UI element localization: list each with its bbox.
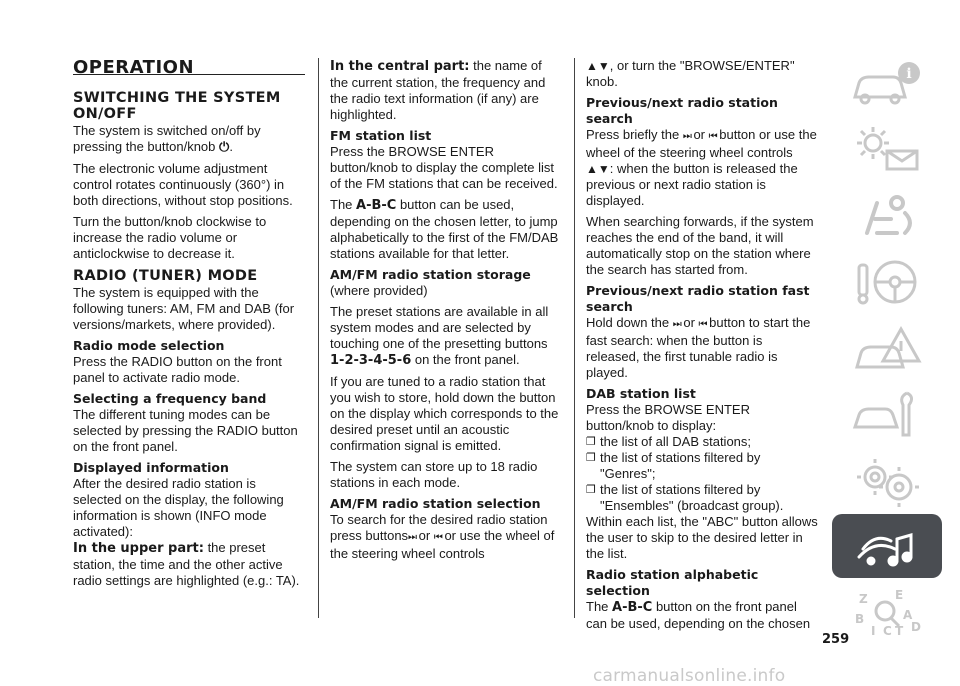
tab-index[interactable] [832, 580, 942, 644]
tab-safety[interactable] [832, 184, 942, 248]
heading: Radio mode selection [73, 338, 225, 353]
column-1 [73, 58, 305, 594]
subsection-title: RADIO (TUNER) MODE [73, 268, 258, 284]
power-icon: ⏻ [219, 140, 230, 155]
heading: DAB station list [586, 386, 696, 401]
subsection-title: SWITCHING THE SYSTEM ON/OFF [73, 90, 281, 122]
arrow-down-icon: ▼ [597, 162, 610, 176]
paragraph: Press the RADIO button on the front panel to activate radio mode. [73, 354, 282, 385]
warning-triangle-car-icon [847, 321, 927, 375]
tab-warning-lights[interactable] [832, 118, 942, 182]
paragraph: Press briefly the ⏭ or ⏮ button or use the wheel of the steering wheel controls ▲▼: when the button is released the previous or next radio station is displayed. [586, 127, 817, 208]
paragraph: (where provided) [330, 283, 428, 298]
heading: Selecting a frequency band [73, 391, 267, 406]
watermark: carmanualsonline.info [593, 666, 786, 686]
svg-text:T: T [895, 624, 904, 638]
tab-starting-driving[interactable] [832, 250, 942, 314]
airbag-seat-icon [847, 189, 927, 243]
svg-text:E: E [895, 588, 904, 602]
heading: Previous/next radio station fast search [586, 283, 810, 314]
paragraph: Press the BROWSE ENTER button/knob to display: [586, 402, 750, 433]
svg-text:i: i [906, 66, 912, 82]
car-info-icon [847, 57, 927, 111]
paragraph: Turn the button/knob clockwise to increase the radio volume or anticlockwise to decrease it. [73, 214, 267, 261]
heading: AM/FM radio station storage [330, 267, 531, 282]
column-2 [330, 58, 562, 567]
multimedia-icon [847, 519, 927, 573]
alphabetical-index-icon [847, 585, 927, 639]
paragraph: The system is switched on/off by pressing the button/knob ⏻. [73, 123, 261, 155]
paragraph: ▲▼, or turn the "BROWSE/ENTER" knob. [586, 58, 795, 89]
paragraph: In the upper part: the preset station, the time and the other active radio settings are highlighted (e.g.: TA). [73, 540, 300, 588]
svg-text:A: A [903, 608, 913, 622]
heading: Previous/next radio station search [586, 95, 778, 126]
previous-track-icon: ⏮ [698, 319, 706, 330]
svg-text:Z: Z [859, 592, 868, 606]
paragraph: Within each list, the "ABC" button allows the user to skip to the desired letter in the list. [586, 514, 818, 561]
paragraph: The system is equipped with the following tuners: AM, FM and DAB (for versions/markets, where provided). [73, 285, 295, 332]
column-3 [586, 58, 818, 637]
heading: Displayed information [73, 460, 229, 475]
paragraph: The electronic volume adjustment control rotates continuously (360°) in both directions, without stop positions. [73, 161, 293, 208]
column-divider [318, 58, 319, 618]
paragraph: The A-B-C button can be used, depending on the chosen letter, to jump alphabetically to the first of the FM/DAB stations available for that letter. [330, 197, 559, 261]
key-steering-wheel-icon [847, 255, 927, 309]
svg-text:B: B [855, 612, 865, 626]
paragraph: If you are tuned to a radio station that you wish to store, hold down the button on the display which corresponds to the desired preset until an acoustic confirmation signal is emitted. [330, 374, 559, 453]
svg-text:C: C [883, 624, 892, 638]
heading: FM station list [330, 128, 432, 143]
bullet-icon: ❐ [586, 452, 596, 464]
list-item: ❐ the list of stations filtered by "Ensembles" (broadcast group). [586, 482, 784, 513]
section-title: OPERATION [73, 57, 195, 78]
column-divider [574, 58, 575, 618]
svg-text:D: D [911, 620, 921, 634]
heading: Radio station alphabetic selection [586, 567, 759, 598]
arrow-down-icon: ▼ [597, 59, 610, 73]
warning-lights-icon [847, 123, 927, 177]
bullet-icon: ❐ [586, 484, 596, 496]
heading: AM/FM radio station selection [330, 496, 541, 511]
paragraph: To search for the desired radio station press buttons⏭ or ⏮ or use the wheel of the steering wheel controls [330, 512, 555, 561]
tab-maintenance[interactable] [832, 382, 942, 446]
next-track-icon: ⏭ [672, 319, 680, 330]
next-track-icon: ⏭ [682, 131, 690, 142]
previous-track-icon: ⏮ [708, 131, 716, 142]
paragraph: The A-B-C button on the front panel can be used, depending on the chosen [586, 599, 811, 631]
next-track-icon: ⏭ [408, 532, 416, 543]
paragraph: After the desired radio station is selected on the display, the following information is shown (INFO mode activated): [73, 476, 284, 539]
paragraph: Hold down the ⏭ or ⏮ button to start the fast search: when the button is released, the first tunable radio is played. [586, 315, 811, 380]
arrow-up-icon: ▲ [586, 59, 598, 73]
bullet-icon: ❐ [586, 436, 596, 448]
paragraph: Press the BROWSE ENTER button/knob to display the complete list of the FM stations that can be received. [330, 144, 558, 191]
paragraph: The preset stations are available in all system modes and are selected by touching one of the presetting buttons 1-2-3-4-5-6 on the front panel. [330, 304, 549, 368]
list-item: ❐ the list of stations filtered by "Genres"; [586, 450, 761, 481]
gears-icon [847, 453, 927, 507]
tab-technical-data[interactable] [832, 448, 942, 512]
paragraph: In the central part: the name of the current station, the frequency and the radio text information (if any) are highlighted. [330, 58, 546, 122]
tab-emergency[interactable] [832, 316, 942, 380]
tab-multimedia[interactable] [832, 514, 942, 578]
previous-track-icon: ⏮ [433, 532, 441, 543]
paragraph: The system can store up to 18 radio stations in each mode. [330, 459, 538, 490]
paragraph: The different tuning modes can be selected by pressing the RADIO button on the front panel. [73, 407, 298, 454]
arrow-up-icon: ▲ [586, 162, 598, 176]
svg-text:I: I [871, 624, 876, 638]
list-item: ❐ the list of all DAB stations; [586, 434, 752, 449]
page-number: 259 [822, 632, 850, 647]
wrench-icon [847, 387, 927, 441]
tab-car-info[interactable] [832, 52, 942, 116]
paragraph: When searching forwards, if the system reaches the end of the band, it will automatically stop on the station where the search has started from. [586, 214, 814, 277]
